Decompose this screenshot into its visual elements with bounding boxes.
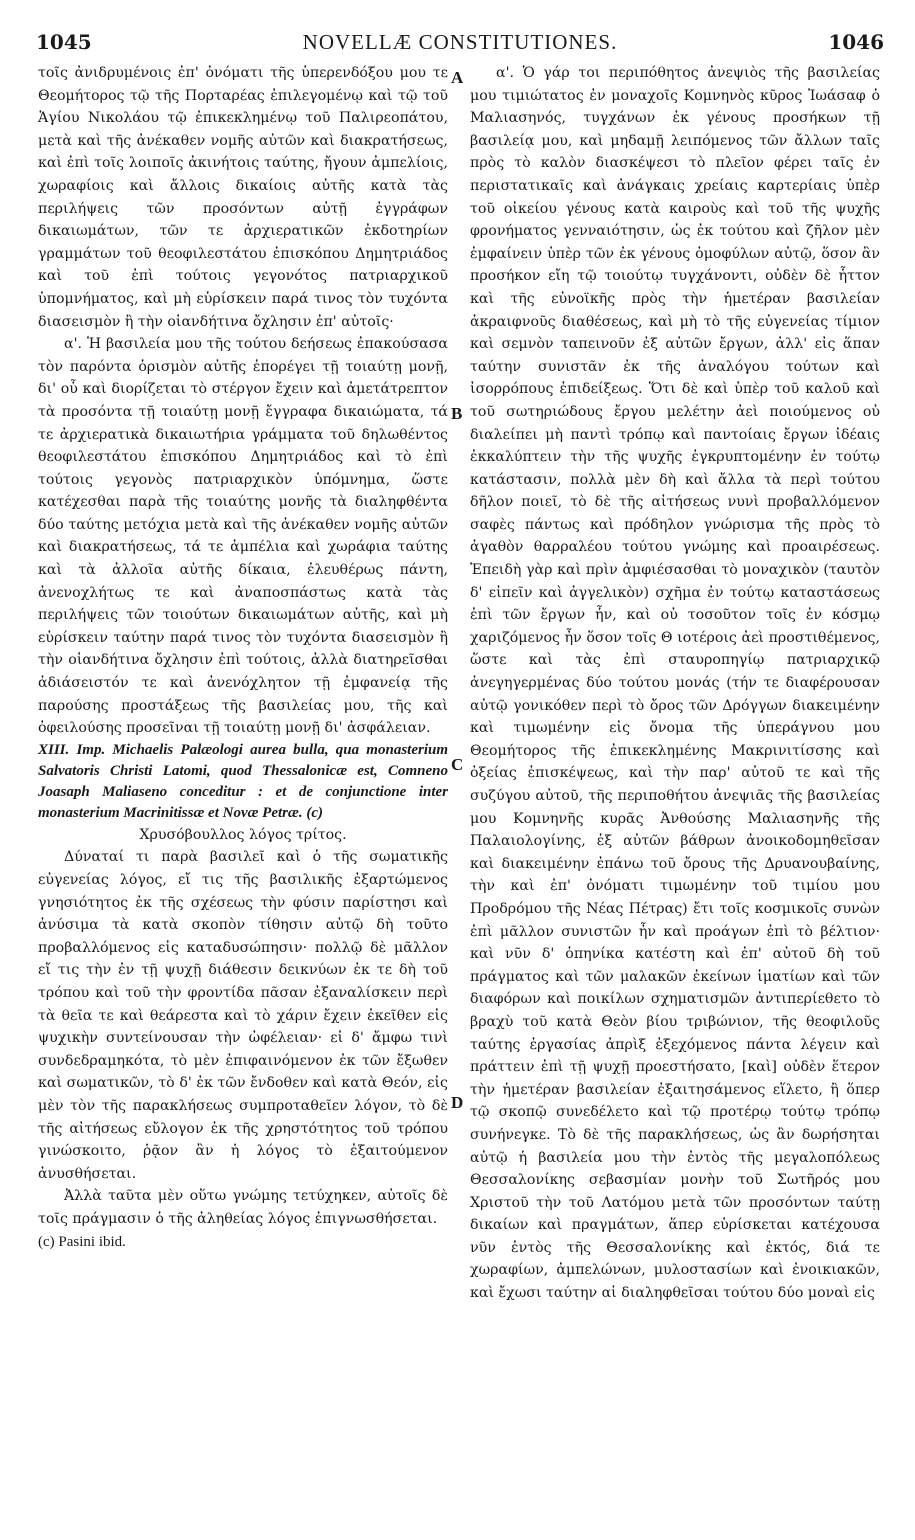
right-column <box>470 62 880 1305</box>
section-subheading-greek: Χρυσόβουλλος λόγος τρίτος. <box>139 826 347 843</box>
left-column <box>38 62 448 1253</box>
footnote: (c) Pasini ibid. <box>38 1233 126 1250</box>
left-paragraph-1: τοῖς ἀνιδρυμένοις ἐπ' ὀνόματι τῆς ὑπερενδόξου μου τε Θεομήτορος τῷ τῆς Πορταρέας ἐπιλεγομένῳ καὶ τῷ τοῦ Ἁγίου Νικολάου τῷ ἐπικεκλημένῳ τοῦ Παλιρεοπάτου, μετὰ καὶ τῆς ἀνέκαθεν νομῆς αὐτῶν καὶ διακρατήσεως, καὶ ἐπὶ τοῖς λοιποῖς ἀκινήτοις ταύτης, ἤγουν ἀμπελίοις, χωραφίοις καὶ ἄλλοις δικαίοις αὐτῆς κατὰ τὰς περιλήψεις τῶν προσόντων αὐτῇ ἐγγράφων δικαιωμάτων, τῶν τε ἀρχιερατικῶν ἐκδοτηρίων γραμμάτων τοῦ θεοφιλεστάτου ἐπισκόπου Δημητριάδος καὶ τοῦ ἐπὶ τούτοις γεγονότος πατριαρχικοῦ ὑπομνήματος, καὶ μὴ εὑρίσκειν παρά τινος τὸν τυχόντα διασεισμὸν ἢ τὴν οἱανδήτινα ὄχλησιν ἐπ' αὐτοῖς· <box>38 65 448 330</box>
page-number-left: 1045 <box>36 30 92 54</box>
section-marker-a: A <box>451 68 464 87</box>
left-paragraph-2: α'. Ἡ βασιλεία μου τῆς τούτου δεήσεως ἐπακούσασα τὸν παρόντα ὁρισμὸν αὐτῆς ἐπορέγει τῇ τοιαύτῃ μονῇ, δι' οὗ καὶ διορίζεται τὸ στέργον ἔχειν καὶ ἀμετάτρεπτον τὰ προσόντα τῇ τοιαύτῃ μονῇ ἔγγραφα δικαιώματα, τά τε ἀρχιερατικὰ δικαιωτήρια γράμματα τοῦ δηλωθέντος θεοφιλεστάτου ἐπισκόπου Δημητριάδος καὶ τὸ ἐπὶ τούτοις γεγονὸς πατριαρχικὸν ὑπόμνημα, ὥστε κατέχεσθαι παρὰ τῆς τοιαύτης μονῆς τὰ διαληφθέντα δύο ταύτης μετόχια μετὰ καὶ τῆς ἀνέκαθεν νομῆς αὐτῶν καὶ διακρατήσεως, τά τε ἀμπέλια καὶ χωράφια ταύτης καὶ τὰ ἀλλοῖα αὐτῆς δίκαια, ἐλευθέρως πάντη, ἀνενοχλήτως τε καὶ ἀναποσπάστως κατὰ τὰς περιλήψεις τῶν τοιούτων δικαιωμάτων αὐτῆς, καὶ μὴ εὑρίσκειν ταύτην παρά τινος τὸν τυχόντα διασεισμὸν ἢ τὴν οἱανδήτινα ὄχλησιν ἐπὶ τούτοις, ἀλλὰ διατηρεῖσθαι ἀδιάσειστόν τε καὶ ἀνενόχλητον τῇ ἐμφανείᾳ τῆς παρούσης προστάξεως τῆς βασιλείας μου, τῆς καὶ ὀφειλούσης προσεῖναι τῇ τοιαύτῃ μονῇ δι' ἀσφάλειαν. <box>38 336 448 737</box>
page-number-right: 1046 <box>828 30 884 54</box>
section-marker-d: D <box>451 1093 464 1112</box>
section-heading-latin: XIII. Imp. Michaelis Palæologi aurea bulla, qua monasterium Salvatoris Christi Latomi, quod Thessalonicæ est, Comneno Joasaph Maliaseno conceditur : et de conjunctione inter monasterium Macrinitissæ et Novæ Petræ. (c) <box>38 741 448 821</box>
left-paragraph-4: Ἀλλὰ ταῦτα μὲν οὕτω γνώμης τετύχηκεν, αὐτοῖς δὲ τοῖς πράγμασιν ὁ τῆς ἀληθείας λόγος ἐπιγνωσθήσεται. <box>38 1188 448 1227</box>
left-paragraph-3: Δύναταί τι παρὰ βασιλεῖ καὶ ὁ τῆς σωματικῆς εὐγενείας λόγος, εἴ τις τῆς βασιλικῆς ἐξαρτώμενος γνησιότητος ἐκ τῆς σχέσεως τὴν φύσιν παρίστησι καὶ ἀνύσιμα τὰ κατὰ σκοπὸν τίθησιν αὐτῷ δὴ τοῦτο προβαλλόμενος εἰς καταδυσώπησιν· πολλῷ δὲ μᾶλλον εἴ τις τὴν ἐν τῇ ψυχῇ διάθεσιν δεικνύων ἐκ τε δὴ τοῦ τρόπου καὶ τοῦ τὴν φροντίδα πᾶσαν ἐξαναλίσκειν περὶ τὰ θεῖα τε καὶ θεάρεστα καὶ τὸ χάριν ἔχειν ἐκεῖθεν εἰς ψυχικὴν συντείνουσαν τὴν ὠφέλειαν· εἰ δ' ἄμφω τινὶ συνδεδραμηκότα, τὸ μὲν ἐπιφαινόμενον ἐκ τῶν ἔξωθεν καὶ σωματικῶν, τὸ δ' ἐκ τῶν ἔνδοθεν καὶ κατὰ Θεόν, εἰς μὲν τὸν τῆς παρακλήσεως συμπροταθεῖεν λόγον, τὸ δὲ τῆς αἰτήσεως εὔλογον ἐκ τῆς χρηστότητος τοῦ τρόπου γινώσκοιτο, ῥᾷον ἂν ἡ λόγος τὸ ἐξαιτούμενον ἀνυσθήσεται. <box>38 849 448 1182</box>
running-title: NOVELLÆ CONSTITUTIONES. <box>302 30 618 54</box>
running-header <box>36 30 884 60</box>
section-marker-b: B <box>451 404 463 423</box>
section-marker-c: C <box>451 755 464 774</box>
right-paragraph-1: α'. Ὁ γάρ τοι περιπόθητος ἀνεψιὸς τῆς βασιλείας μου τιμιώτατος ἐν μοναχοῖς Κομνηνὸς κῦρος Ἰωάσαφ ὁ Μαλιασηνός, τυγχάνων ἐκ γένους προσήκων τῇ βασιλείᾳ μου, καὶ μηδαμῇ λειπόμενος τῶν ἄλλων ταῖς πρὸς τὸ καλὸν διασκέψεσι τὸ πλεῖον φέρει ταῖς ἐν περιστατικαῖς καὶ ἀνάγκαις χρείαις καρτερίαις ὑπὲρ τοῦ οἰκείου γένους κατὰ καιροὺς καὶ τοῦ τῆς ψυχῆς φρονήματος γενναιότησιν, ὡς ἐκ τούτου καὶ ζῆλον μὲν ἐμφαίνειν ὑπὲρ τῶν ἐκ γένους ὁμοφύλων αὐτῷ, ὅσον ἂν προσήκον εἴη τῷ τοιούτῳ τυγχάνοντι, οὐδὲν δὲ ἧττον καὶ τῆς εὐνοϊκῆς πρὸς τὴν ἡμετέραν βασιλείαν ἀκραιφνοῦς διαθέσεως, καὶ μὴ τὸ τῆς εὐγενείας τίμιον καὶ σεμνὸν ταπεινοῦν ἐξ αὐτῶν ἔργων, ἀλλ' εἰς ἅπαν ταύτην συνιστᾶν ἐκ τῆς ἀναλόγου τούτων καὶ ἰσορρόπους ἐπιδείξεως. Ὅτι δὲ καὶ ὑπὲρ τοῦ καλοῦ καὶ τοῦ σωτηριώδους ἔργου μελέτην ἀεὶ ποιούμενος οὐ διαλείπει μὴ παντὶ τρόπῳ καὶ παντοίαις ἔργων ἰδέαις ἐκκαλύπτειν τὴν τῆς ψυχῆς ἐγκρυπτομένην ἐν τούτῳ κατάστασιν, πολλὰ μὲν δὴ καὶ ἄλλα τὰ περὶ τούτου δῆλον ποιεῖ, τὸ δὲ τῆς αἰτήσεως νυνὶ προβαλλόμενον σαφὲς πάντως καὶ πρόδηλον γνώρισμα τῆς πρὸς τὸ ἀγαθὸν θαρραλέου τούτου γνώμης καὶ προαιρέσεως. Ἐπειδὴ γὰρ καὶ πρὶν ἀμφιέσασθαι τὸ μοναχικὸν (ταυτὸν δ' εἰπεῖν καὶ ἀγγελικὸν) σχῆμα ἐν τούτῳ καταστάσεως ἐπὶ τῶν ἔργων ἦν, καὶ οὐ τοσοῦτον τοῖς ἐν κόσμῳ χαριζόμενος ἦν ὅσον τοῖς Θ ιοτέροις ἀεὶ προστιθέμενος, ὥστε καὶ τὰς ἐπὶ σταυροπηγίῳ πατριαρχικῷ ἀνεγηγερμένας δύο τούτου μονάς (τήν τε διαφέρουσαν αὐτῷ γονικόθεν περὶ τὸ ὄρος τῶν Δρόγγων διακειμένην καὶ τιμωμένην εἰς ὄνομα τῆς ὑπεράγνου μου Θεομήτορος τῆς ἐπικεκλημένης Μακρινιτίσσης καὶ ὀξείας ἐπισκέψεως, καὶ τὴν παρ' αὐτοῦ τε καὶ τῆς συζύγου αὐτοῦ, τῆς περιποθήτου ἀνεψιᾶς τῆς βασιλείας μου Κομνηνῆς κυρᾶς Ἀνθούσης Μαλιασηνῆς τῆς Παλαιολογίνης, ἐξ αὐτῶν βάθρων ἀνοικοδομηθεῖσαν καὶ διακειμένην ἐπάνω τοῦ ὄρους τῆς Δρυανουβαίνης, τὴν καὶ ἐπ' ὀνόματι τιμωμένην τοῦ τιμίου μου Προδρόμου τῆς Νέας Πέτρας) ἔτι τοῖς κοσμικοῖς συνὼν ἐπὶ μᾶλλον συνιστῶν ἦν καὶ προάγων ἐπὶ τὸ βέλτιον· καὶ νῦν δ' ὁπηνίκα κατέστη καὶ ἐπ' αὐτοῦ δὴ τοῦ πράγματος καὶ τῶν μαλακῶν ἐκείνων ἱματίων καὶ τῶν διαφόρων καὶ ποικίλων σχηματισμῶν ἀντιπερίεθετο τὸ βραχὺ τοῦ κατὰ Θεὸν βίου τριβώνιον, τῆς θεοφιλοῦς ταύτης ἐργασίας ἀπρὶξ ἐξεχόμενος πάντα λέγειν καὶ πράττειν ἐπὶ τῇ ψυχῇ προεστήσατο, [καὶ] οὐδὲν ἕτερον τὴν ἡμετέραν βασιλείαν ἐξαιτησάμενος εἵλετο, ἢ ὅπερ τῷ σκοπῷ συνεδέλετο καὶ τῷ προτέρῳ τούτῳ τρόπῳ συνήνεγκε. Τὸ δὲ τῆς παρακλήσεως, ὡς ἂν δωρήσηται αὐτῷ ἡ βασιλεία μου τὴν ἐντὸς τῆς μεγαλοπόλεως Θεσσαλονίκης σεβασμίαν μονὴν τοῦ Σωτῆρός μου Χριστοῦ τὴν τοῦ Λατόμου μετὰ τῶν προσόντων ταύτῃ δικαίων καὶ πραγμάτων, ἅπερ εὑρίσκεται κατέχουσα νῦν ἐντὸς τῆς Θεσσαλονίκης καὶ ἐκτός, διά τε χωραφίων, ἀμπελώνων, μυλοστασίων καὶ ἐνοικιακῶν, καὶ ἔχωσι ταύτην αἱ διαληφθεῖσαι τούτου δύο μοναὶ εἰς <box>470 65 880 1302</box>
